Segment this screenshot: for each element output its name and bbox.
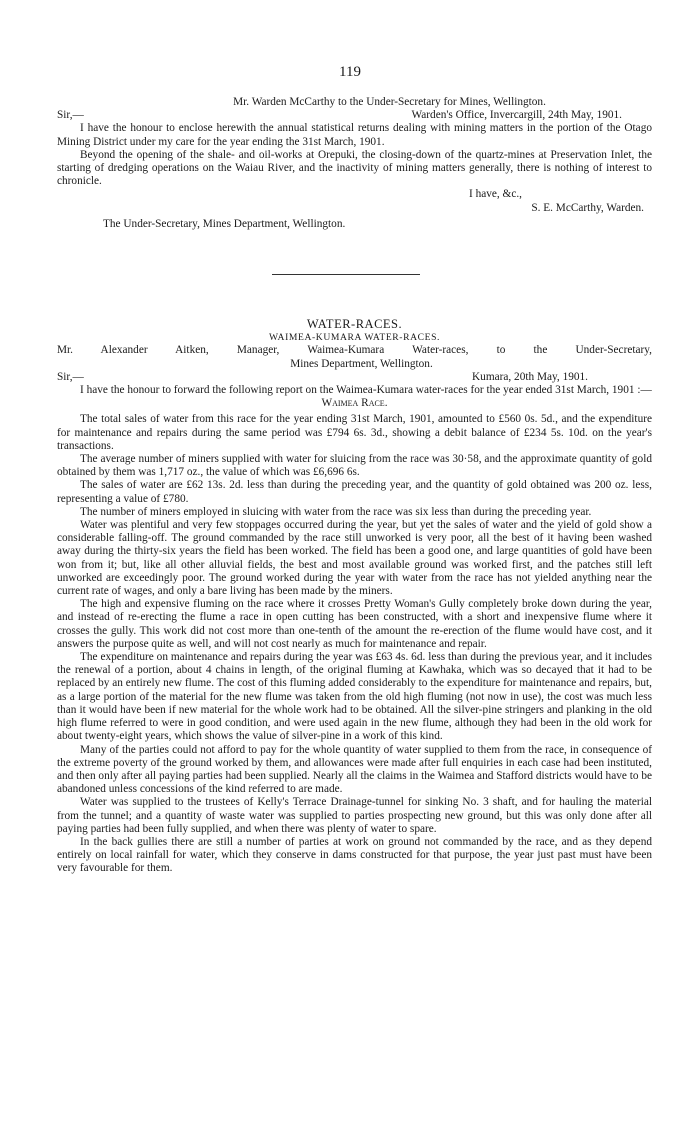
letter-heading: Mr. Warden McCarthy to the Under-Secretary for Mines, Wellington. — [233, 96, 546, 108]
section-divider — [272, 274, 420, 275]
report-heading-line1: Mr. Alexander Aitken, Manager, Waimea-Kumara Water-races, to the Under-Secretary, — [57, 344, 652, 357]
report-intro: I have the honour to forward the following report on the Waimea-Kumara water-races for the year ended 31st March, 1901 :— — [80, 384, 652, 397]
page-number: 119 — [339, 64, 361, 80]
report-place-date: Kumara, 20th May, 1901. — [472, 370, 588, 383]
letter-salutation: Sir,— — [57, 109, 84, 122]
letter-salutation-row — [57, 109, 652, 122]
report-paragraph: The number of miners employed in sluicing with water from the race was six less than during the preceding year. — [80, 505, 592, 518]
report-paragraph: Water was supplied to the trustees of Kelly's Terrace Drainage-tunnel for sinking No. 3 shaft, and for hauling the material from the tunnel; and a quantity of waste water was supplied to parties prospecting new ground, but this was only done after all paying parties had been fully supplied, and when there was plenty of water to spare. — [57, 796, 652, 835]
race-heading: Waimea Race. — [321, 397, 388, 410]
letter-office: Warden's Office, Invercargill, 24th May, 1901. — [411, 109, 622, 122]
report-paragraph: The sales of water are £62 13s. 2d. less than during the preceding year, and the quantity of gold obtained was 200 oz. less, representing a value of £780. — [57, 479, 652, 505]
report-paragraph: The expenditure on maintenance and repairs during the year was £63 4s. 6d. less than during the previous year, and it includes the renewal of a portion, about 4 chains in length, of the original fluming at Kawhaka, which was so decayed that it had to be replaced by an entirely new flume. The cost of this fluming added considerably to the expenditure for maintenance and repairs, but, as a large portion of the material for the new flume was taken from the old high fluming (not now in use), the cost was much less than it would have been if new material for the whole work had to be obtained. All the silver-pine stringers and planking in the old high flume referred to were in good condition, and were used again in the new flume, although they had been in the old work for about twenty-eight years, which shows the value of silver-pine in a work of this kind. — [57, 651, 652, 743]
report-paragraph: In the back gullies there are still a number of parties at work on ground not commanded by the race, and as they depend entirely on local rainfall for water, which they conserve in dams constructed for that purpose, the year just past must have been very favourable for them. — [57, 835, 652, 875]
letter-paragraph: Beyond the opening of the shale- and oil-works at Orepuki, the closing-down of the quartz-mines at Preservation Inlet, the starting of dredging operations on the Waiau River, and the inactivity of mining matters generally, there is nothing of interest to chronicle. — [57, 148, 652, 188]
report-paragraph: The average number of miners supplied with water for sluicing from the race was 30·58, and the approximate quantity of gold obtained by them was 1,717 oz., the value of which was £6,696 6s. — [57, 453, 652, 479]
section-subtitle: WAIMEA-KUMARA WATER-RACES. — [268, 332, 441, 344]
report-paragraph: The total sales of water from this race for the year ending 31st March, 1901, amounted to £560 0s. 5d., and the expenditure for maintenance and repairs during the same period was £794 6s. 3d., showing a debit balance of £234 5s. 10d. on the year's transactions. — [57, 413, 652, 452]
letter-addressee: The Under-Secretary, Mines Department, Wellington. — [103, 217, 346, 230]
report-paragraph: The high and expensive fluming on the race where it crosses Pretty Woman's Gully completely broke down during the year, and instead of re-erecting the flume a race in open cutting has been constructed, with a short and inexpensive flume where it crosses the gully. This work did not cost more than one-tenth of the amount the re-erection of the flume would have cost, and it answers the purpose quite as well, and will not cost nearly as much for maintenance and repair. — [57, 598, 652, 650]
warden-letter — [57, 96, 652, 231]
letter-closing: I have, &c., — [468, 188, 522, 201]
section-title: WATER-RACES. — [306, 317, 403, 331]
report-heading-line2: Mines Department, Wellington. — [290, 357, 433, 370]
letter-signature: S. E. McCarthy, Warden. — [531, 201, 644, 214]
report-salutation: Sir,— — [57, 370, 84, 383]
report-paragraph: Many of the parties could not afford to pay for the whole quantity of water supplied to them from the race, in consequence of the extreme poverty of the ground worked by them, and allowances were made after full enquiries in each case had been instituted, and then only after all paying parties had been supplied. Nearly all the claims in the Waimea and Stafford districts would have to be abandoned unless concessions of the kind referred to are made. — [57, 743, 652, 796]
report-salutation-row — [57, 371, 652, 384]
letter-paragraph: I have the honour to enclose herewith the annual statistical returns dealing with mining matters in the portion of the Otago Mining District under my care for the year ending the 31st March, 1901. — [57, 122, 652, 148]
water-races-section — [57, 318, 652, 876]
report-paragraph: Water was plentiful and very few stoppages occurred during the year, but yet the sales of water and the yield of gold show a considerable falling-off. The ground commanded by the race still unworked is very poor, all the best of it having been washed away during the thirty-six years the field has been worked. The field has been a good one, and large quantities of gold have been won from it; but, like all other alluvial fields, the best and most available ground was worked first, and the patches still left unworked are exceedingly poor. The ground worked during the year with water from the race has not yielded anything near the current rate of wages, and only a bare living has been made by the miners. — [57, 519, 652, 598]
